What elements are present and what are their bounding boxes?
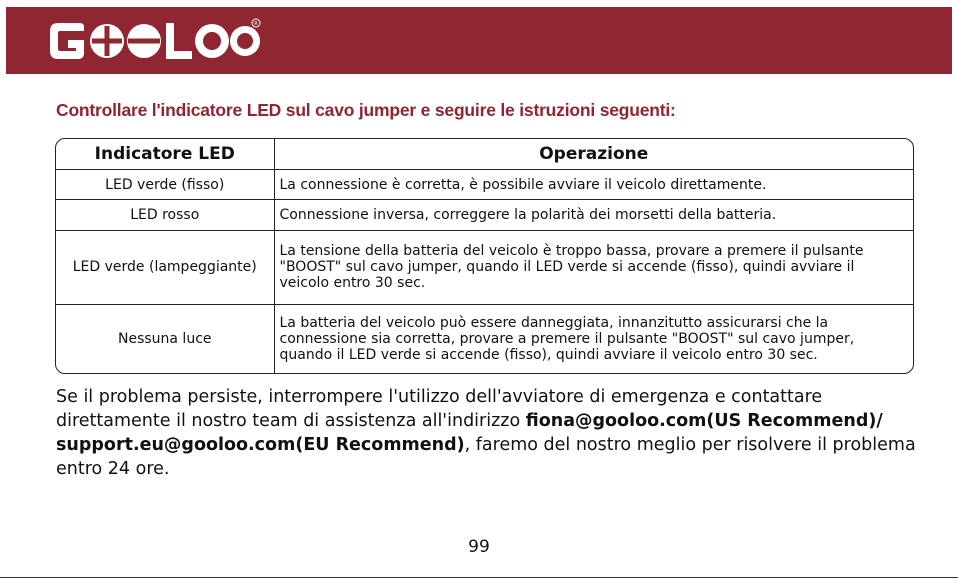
- svg-text:R: R: [254, 21, 258, 27]
- note-outro: , faremo del nostro meglio per risolvere il problema entro 24 ore.: [56, 435, 916, 479]
- instruction-heading: Controllare l'indicatore LED sul cavo jumper e seguire le istruzioni seguenti:: [56, 100, 676, 120]
- table-row: [56, 230, 913, 304]
- led-table: [55, 138, 914, 374]
- page-number: 99: [468, 537, 490, 557]
- table-row: [56, 305, 913, 373]
- gooloo-logo-icon: [46, 17, 261, 65]
- footer-divider: [0, 577, 958, 578]
- brand-header: [6, 7, 952, 74]
- table-row: [56, 170, 913, 200]
- led-cell: LED verde (lampeggiante): [56, 230, 274, 304]
- support-note: [56, 385, 936, 481]
- table-header-row: [56, 139, 913, 170]
- operation-cell: La batteria del veicolo può essere danneggiata, innanzitutto assicurarsi che la connessione sia corretta, provare a premere il pulsante "BOOST" sul cavo jumper, quando il LED verde si accende (fisso), quindi avviare il veicolo entro 30 sec.: [274, 305, 913, 373]
- led-cell: Nessuna luce: [56, 305, 274, 373]
- column-header-operation: Operazione: [274, 139, 913, 170]
- gooloo-logo: [46, 17, 261, 69]
- column-header-led: Indicatore LED: [56, 139, 274, 170]
- operation-cell: La tensione della batteria del veicolo è troppo bassa, provare a premere il pulsante "BOOST" sul cavo jumper, quando il LED verde si accende (fisso), quindi avviare il veicolo entro 30 sec.: [274, 230, 913, 304]
- note-intro: Se il problema persiste, interrompere l'utilizzo dell'avviatore di emergenza e contattare direttamente il nostro team di assistenza all'indirizzo: [56, 387, 823, 431]
- operation-cell: La connessione è corretta, è possibile avviare il veicolo direttamente.: [274, 170, 913, 200]
- led-cell: LED verde (fisso): [56, 170, 274, 200]
- support-email-link[interactable]: fiona@gooloo.com(US Recommend)/ support.eu@gooloo.com(EU Recommend): [56, 411, 883, 455]
- table-row: [56, 200, 913, 230]
- operation-cell: Connessione inversa, correggere la polarità dei morsetti della batteria.: [274, 200, 913, 230]
- led-cell: LED rosso: [56, 200, 274, 230]
